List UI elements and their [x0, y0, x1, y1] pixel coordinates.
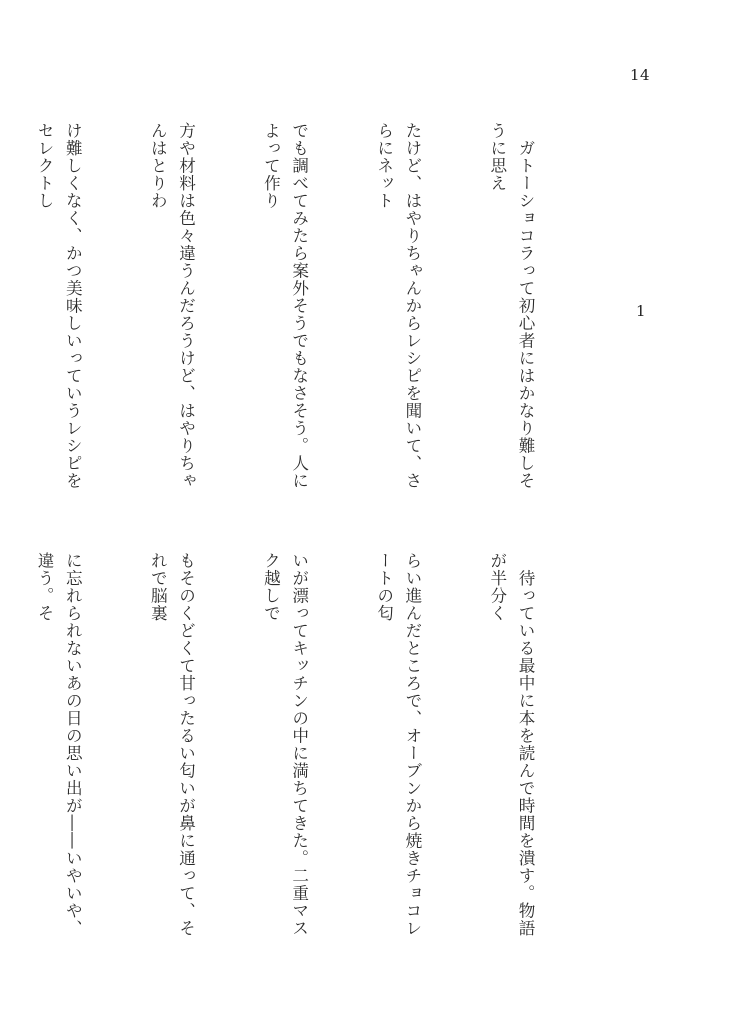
text-line: いが漂ってキッチンの中に満ちてきた。二重マスク越しで — [261, 552, 309, 937]
text-line: 待っている最中に本を読んで時間を潰す。物語が半分く — [487, 552, 536, 937]
page-number: 14 — [630, 66, 651, 84]
chapter-marker: 1 — [636, 302, 646, 320]
text-line: たけど、はやりちゃんからレシピを聞いて、さらにネット — [374, 122, 422, 490]
bottom-tier-text — [35, 552, 624, 952]
text-line: 方や材料は色々違うんだろうけど、はやりちゃんはとりわ — [148, 122, 196, 490]
text-line: に忘れられないあの日の思い出が――いやいや、違う。そ — [35, 552, 83, 937]
text-line: らい進んだところで、オーブンから焼きチョコレートの匂 — [374, 552, 422, 937]
text-line: でも調べてみたら案外そうでもなさそう。人によって作り — [261, 122, 309, 490]
top-tier-text — [35, 122, 624, 494]
text-line: もそのくどくて甘ったるい匂いが鼻に通って、それで脳裏 — [148, 552, 196, 937]
text-line: け難しくなく、かつ美味しいっていうレシピをセレクトし — [35, 122, 83, 490]
text-line: ガトーショコラって初心者にはかなり難しそうに思え — [487, 122, 536, 490]
